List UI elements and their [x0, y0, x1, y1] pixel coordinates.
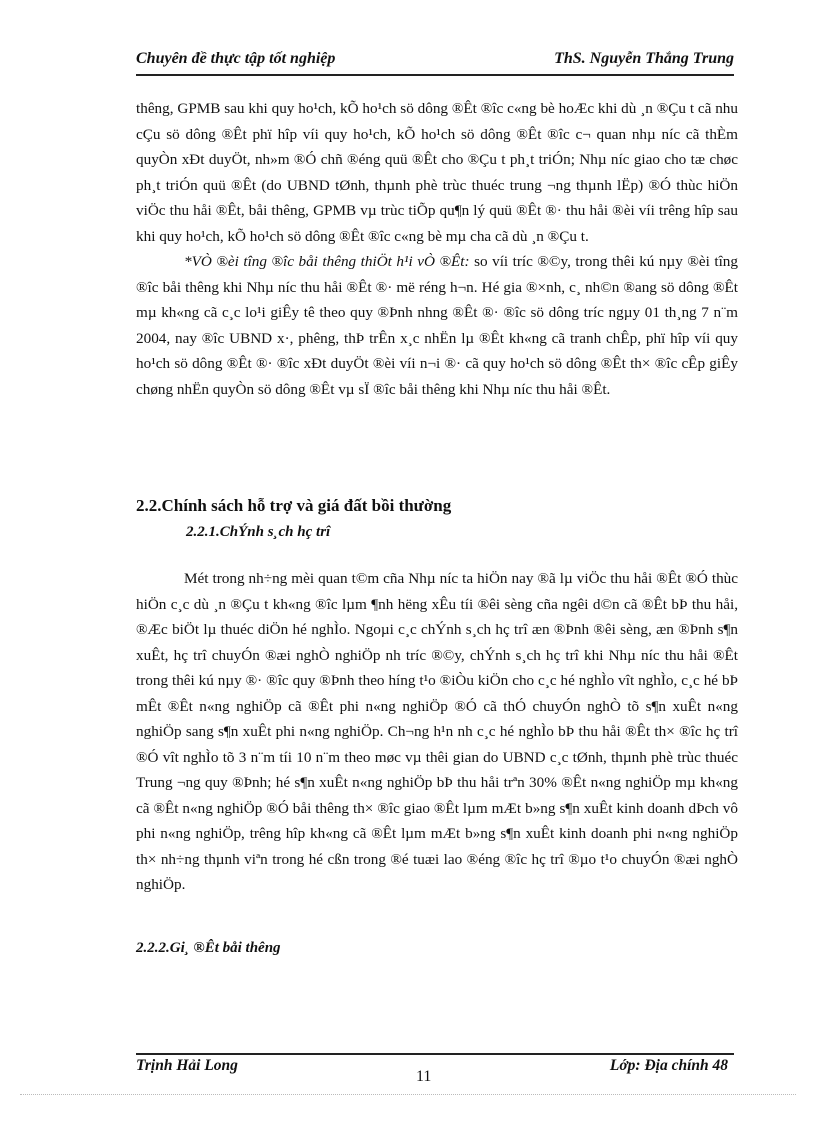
paragraph-2-lead: *VÒ ®èi tîng ®îc båi thêng thiÖt h¹i vÒ ®Êt:	[184, 253, 470, 270]
footer-divider	[136, 1053, 734, 1055]
intro-text	[136, 96, 738, 402]
header-document-title: Chuyên đề thực tập tốt nghiệp	[136, 50, 336, 67]
section-title: 2.2.Chính sách hỗ trợ và giá đất bồi thường	[136, 496, 452, 515]
subsection-1-text	[136, 551, 738, 913]
intro-paragraph-1: thêng, GPMB sau khi quy ho¹ch, kÕ ho¹ch sö dông ®Êt ®îc c«ng bè hoÆc khi dù ¸n ®Çu t cã nhu cÇu sö dông ®Êt phï hîp víi quy ho¹ch, kÕ ho¹ch sö dông ®Êt ®îc c¬ quan nhµ níc cã thÈm quyÒn xÐt duyÖt, nh»m ®Ó chñ ®éng quü ®Êt cho ®Çu t ph¸t triÓn; Nhµ níc giao cho tæ chøc ph¸t triÓn quü ®Êt (do UBND tØnh, thµnh phè trùc thuéc trung ¬ng thµnh lËp) ®Ó thùc hiÖn viÖc thu håi ®Êt, båi thêng, GPMB vµ trùc tiÕp qu¶n lý quü ®Êt ®· thu håi ®èi víi trêng hîp sau khi quy ho¹ch, kÕ ho¹ch sö dông ®Êt ®îc c«ng bè mµ cha cã dù ¸n ®Çu t.	[136, 100, 738, 245]
header-author: ThS. Nguyễn Thắng Trung	[554, 50, 734, 67]
subsection-title-1: 2.2.1.ChÝnh s¸ch hç trî	[186, 524, 331, 540]
footer-class: Lớp: Địa chính 48	[609, 1057, 728, 1074]
page-header	[136, 46, 734, 76]
footer-student-name: Trịnh Hải Long	[136, 1057, 238, 1074]
subsection-title-2: 2.2.2.Gi¸ ®Êt båi thêng	[136, 940, 281, 956]
subsection-1-paragraph: Mét trong nh÷ng mèi quan t©m cña Nhµ níc ta hiÖn nay ®ã lµ viÖc thu håi ®Êt ®Ó thùc hiÖn c¸c dù ¸n ®Çu t kh«ng ®îc lµm ¶nh hëng xÊu tíi ®êi sèng cña ngêi d©n cã ®Êt bÞ thu håi, ®Æc biÖt lµ thuéc diÖn hé nghÌo. Ngoµi c¸c chÝnh s¸ch hç trî æn ®Þnh ®êi sèng, æn ®Þnh s¶n xuÊt, hç trî chuyÓn ®æi nghÒ nghiÖp nh tríc ®©y, chÝnh s¸ch hç trî khi Nhµ níc thu håi ®Êt trong thêi kú nµy ®· ®îc quy ®Þnh theo híng t¹o ®iÒu kiÖn cho c¸c hé nghÌo vît nghÌo, c¸c hé bÞ mÊt ®Êt n«ng nghiÖp cã ®Êt phi n«ng nghiÖp ®Ó cã thÓ chuyÓn nghÒ tõ s¶n xuÊt n«ng nghiÖp sang s¶n xuÊt phi n«ng nghiÖp. Ch¬ng h¹n nh c¸c hé nghÌo bÞ thu håi ®Êt th× ®îc hç trî ®Ó vît nghÌo tõ 3 n¨m tíi 10 n¨m theo møc vµ thêi gian do UBND c¸c tØnh, thµnh phè trùc thuéc Trung ¬ng quy ®Þnh; hé s¶n xuÊt n«ng nghiÖp bÞ thu håi trªn 30% ®Êt n«ng nghiÖp mµ kh«ng cã ®Êt n«ng nghiÖp ®Ó båi thêng th× ®îc giao ®Êt lµm mÆt b»ng s¶n xuÊt kinh doanh dÞch vô phi n«ng nghiÖp, trêng hîp kh«ng cã ®Êt lµm mÆt b»ng s¶n xuÊt kinh doanh phi n«ng nghiÖp th× nh÷ng thµnh viªn trong hé cßn trong ®é tuæi lao ®éng ®îc hç trî ®µo t¹o chuyÓn ®æi nghÒ nghiÖp.	[136, 570, 738, 894]
paragraph-2-body: so víi tríc ®©y, trong thêi kú nµy ®èi tîng ®îc båi thêng khi Nhµ níc thu håi ®Êt ®· më réng h¬n. Hé gia ®×nh, c¸ nh©n ®ang sö dông ®Êt mµ kh«ng cã c¸c lo¹i giÊy tê theo quy ®Þnh nhng ®Êt ®· ®îc sö dông tríc ngµy 01 th¸ng 7 n¨m 2004, nay ®îc UBND x·, phêng, thÞ trÊn x¸c nhËn lµ ®Êt kh«ng cã tranh chÊp, phï hîp víi quy ho¹ch sö dông ®Êt ®· ®îc xÐt duyÖt ®èi víi n¬i ®· cã quy ho¹ch sö dông ®Êt th× ®îc cÊp giÊy chøng nhËn quyÒn sö dông ®Êt vµ sÏ ®îc båi thêng khi Nhµ níc thu håi ®Êt.	[136, 253, 738, 398]
page-number: 11	[416, 1068, 432, 1085]
intro-paragraph-2	[136, 249, 738, 402]
page-footer	[136, 1057, 734, 1087]
page-bottom-divider	[20, 1094, 796, 1095]
